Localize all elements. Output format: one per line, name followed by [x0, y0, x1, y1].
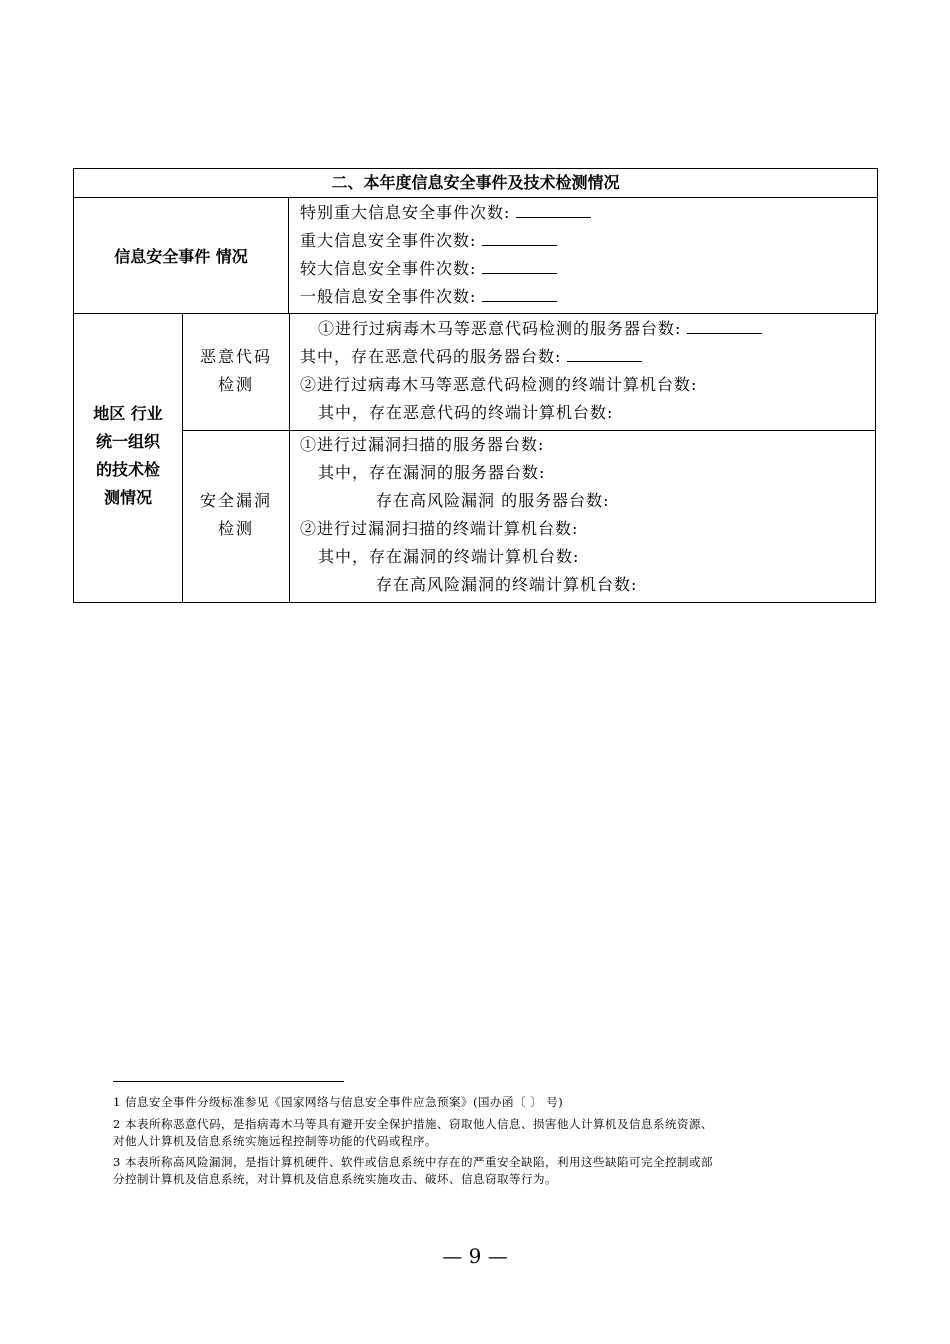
detection-label-line-2: 统一组织	[95, 432, 160, 451]
detection-label-line-3: 的技术检	[95, 460, 160, 479]
incident-line-4	[300, 283, 557, 311]
vuln-line-4: ②进行过漏洞扫描的终端计算机台数:	[300, 519, 579, 538]
vuln-line-2: 其中，存在漏洞的服务器台数:	[318, 463, 546, 482]
malware-label-line-1: 恶意代码	[199, 347, 272, 366]
vuln-line-3: 存在高风险漏洞 的服务器台数:	[376, 491, 610, 510]
page-number: — 9 —	[442, 1244, 508, 1268]
incident-line-1	[300, 199, 591, 227]
vuln-label-line-1: 安全漏洞	[199, 491, 272, 510]
incident-col-divider	[288, 197, 289, 314]
incident-blank-2[interactable]	[482, 227, 557, 246]
incident-label: 信息安全事件 情况	[114, 246, 248, 266]
malware-blank-2[interactable]	[567, 343, 642, 362]
vuln-label	[183, 487, 289, 543]
section-divider	[73, 313, 878, 314]
detection-label-line-1: 地区 行业	[93, 404, 163, 423]
malware-line-1-text: ①进行过病毒木马等恶意代码检测的服务器台数:	[318, 319, 682, 338]
malware-line-2	[300, 343, 642, 371]
detection-label	[74, 400, 182, 512]
section-title: 二、本年度信息安全事件及技术检测情况	[331, 173, 620, 192]
malware-label	[183, 343, 289, 399]
incident-blank-1[interactable]	[516, 199, 591, 218]
table-right-border-upper	[877, 168, 878, 314]
footnote-separator	[113, 1081, 344, 1082]
incident-line-3-text: 较大信息安全事件次数:	[300, 259, 477, 278]
malware-label-line-2: 检测	[217, 375, 254, 394]
malware-line-4: 其中，存在恶意代码的终端计算机台数:	[318, 403, 614, 422]
incident-line-2-text: 重大信息安全事件次数:	[300, 231, 477, 250]
incident-blank-3[interactable]	[482, 255, 557, 274]
vuln-line-6: 存在高风险漏洞的终端计算机台数:	[376, 575, 638, 594]
footnote-3-cont: 分控制计算机及信息系统，对计算机及信息系统实施攻击、破坏、信息窃取等行为。	[113, 1172, 557, 1186]
vuln-label-line-2: 检测	[217, 519, 254, 538]
malware-line-1	[318, 315, 762, 343]
malware-line-2-text: 其中，存在恶意代码的服务器台数:	[300, 347, 562, 366]
table-right-border-lower	[875, 314, 876, 603]
incident-blank-4[interactable]	[482, 283, 557, 302]
incident-line-4-text: 一般信息安全事件次数:	[300, 287, 477, 306]
incident-line-3	[300, 255, 557, 283]
malware-blank-1[interactable]	[687, 315, 762, 334]
footnote-2: 2 本表所称恶意代码，是指病毒木马等具有避开安全保护措施、窃取他人信息、损害他人计算机及信息系统资源、	[113, 1117, 713, 1131]
malware-line-3: ②进行过病毒木马等恶意代码检测的终端计算机台数:	[300, 375, 698, 394]
footnote-3: 3 本表所称高风险漏洞，是指计算机硬件、软件或信息系统中存在的严重安全缺陷，利用这些缺陷可完全控制或部	[113, 1155, 713, 1169]
sub-col-divider	[289, 313, 290, 603]
incident-line-1-text: 特别重大信息安全事件次数:	[300, 203, 511, 222]
footnote-2-cont: 对他人计算机及信息系统实施远程控制等功能的代码或程序。	[113, 1134, 437, 1148]
footnote-1: 1 信息安全事件分级标准参见《国家网络与信息安全事件应急预案》(国办函〔 〕 号)	[113, 1095, 564, 1109]
table-bottom-border	[73, 602, 876, 603]
detection-label-line-4: 测情况	[103, 488, 152, 507]
vuln-line-1: ①进行过漏洞扫描的服务器台数:	[300, 435, 545, 454]
vuln-line-5: 其中，存在漏洞的终端计算机台数:	[318, 547, 580, 566]
incident-line-2	[300, 227, 557, 255]
